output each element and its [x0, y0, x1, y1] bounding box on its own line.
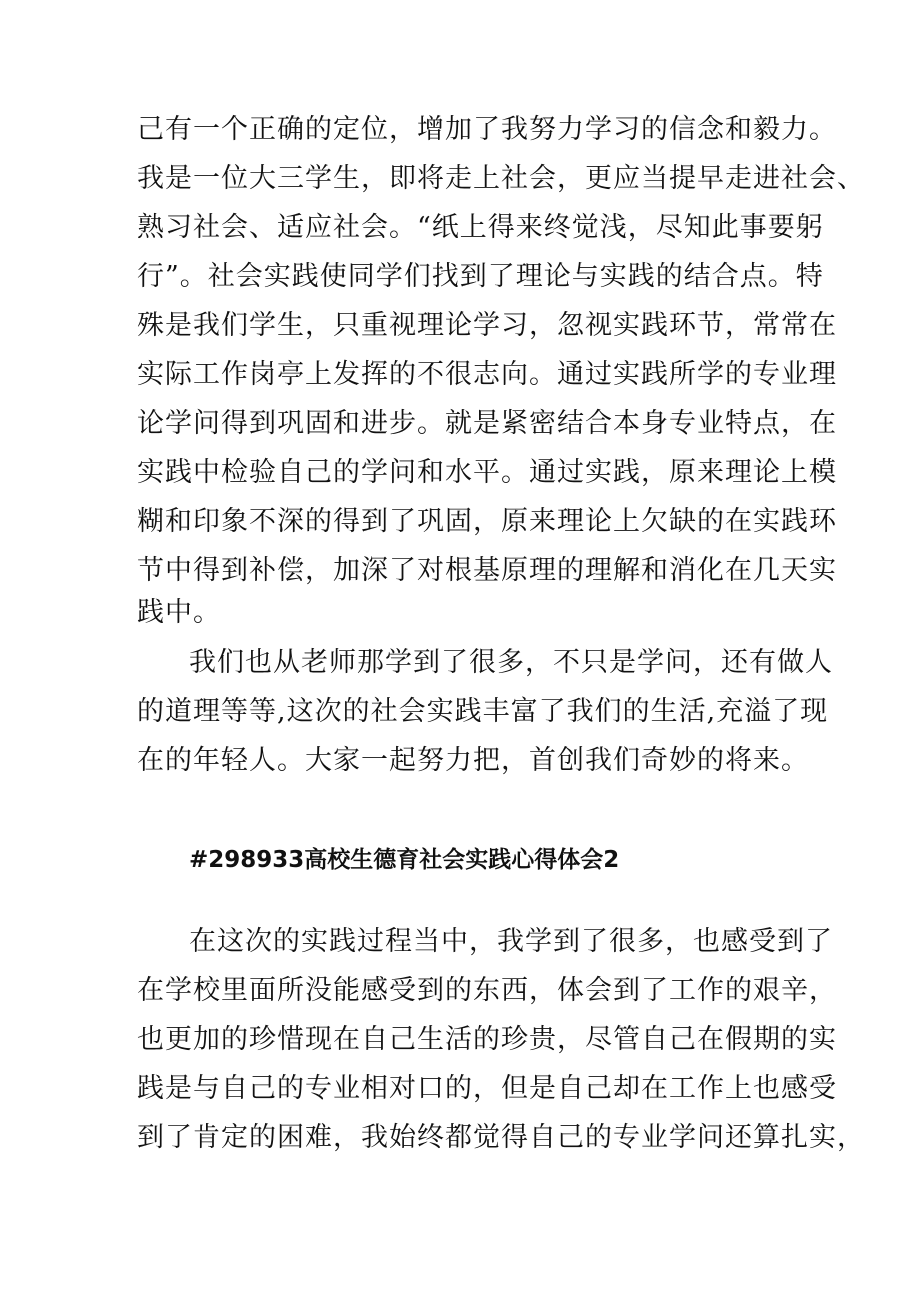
paragraph-1-line-6: 实际工作岗亭上发挥的不很志向。通过实践所学的专业理 — [137, 359, 837, 390]
paragraph-1-line-4: 行”。社会实践使同学们找到了理论与实践的结合点。特 — [137, 261, 824, 292]
section-heading: #298933高校生德育社会实践心得体会2 — [189, 847, 620, 873]
paragraph-1-line-8: 实践中检验自己的学问和水平。通过实践，原来理论上模 — [137, 457, 837, 488]
paragraph-1-line-1: 己有一个正确的定位，增加了我努力学习的信念和毅力。 — [137, 114, 837, 145]
paragraph-1-line-7: 论学问得到巩固和进步。就是紧密结合本身专业特点，在 — [137, 408, 837, 439]
paragraph-1-line-11: 践中。 — [137, 597, 221, 628]
paragraph-3-line-1: 在这次的实践过程当中，我学到了很多，也感受到了 — [189, 926, 833, 957]
paragraph-2-line-2: 的道理等等,这次的社会实践丰富了我们的生活,充溢了现 — [137, 696, 829, 727]
paragraph-3-line-3: 也更加的珍惜现在自己生活的珍贵，尽管自己在假期的实 — [137, 1024, 837, 1055]
paragraph-1-line-5: 殊是我们学生，只重视理论学习，忽视实践环节，常常在 — [137, 310, 837, 341]
paragraph-1-line-9: 糊和印象不深的得到了巩固，原来理论上欠缺的在实践环 — [137, 506, 837, 537]
paragraph-3-line-5: 到了肯定的困难，我始终都觉得自己的专业学问还算扎实， — [137, 1122, 865, 1153]
paragraph-1-line-2: 我是一位大三学生，即将走上社会，更应当提早走进社会、 — [137, 163, 865, 194]
paragraph-1-line-10: 节中得到补偿，加深了对根基原理的理解和消化在几天实 — [137, 555, 837, 586]
paragraph-3-line-4: 践是与自己的专业相对口的，但是自己却在工作上也感受 — [137, 1073, 837, 1104]
paragraph-1-line-3: 熟习社会、适应社会。“纸上得来终觉浅，尽知此事要躬 — [137, 212, 824, 243]
paragraph-3-line-2: 在学校里面所没能感受到的东西，体会到了工作的艰辛， — [137, 975, 837, 1006]
paragraph-2-line-1: 我们也从老师那学到了很多，不只是学问，还有做人 — [189, 647, 833, 678]
paragraph-2-line-3: 在的年轻人。大家一起努力把，首创我们奇妙的将来。 — [137, 745, 809, 776]
